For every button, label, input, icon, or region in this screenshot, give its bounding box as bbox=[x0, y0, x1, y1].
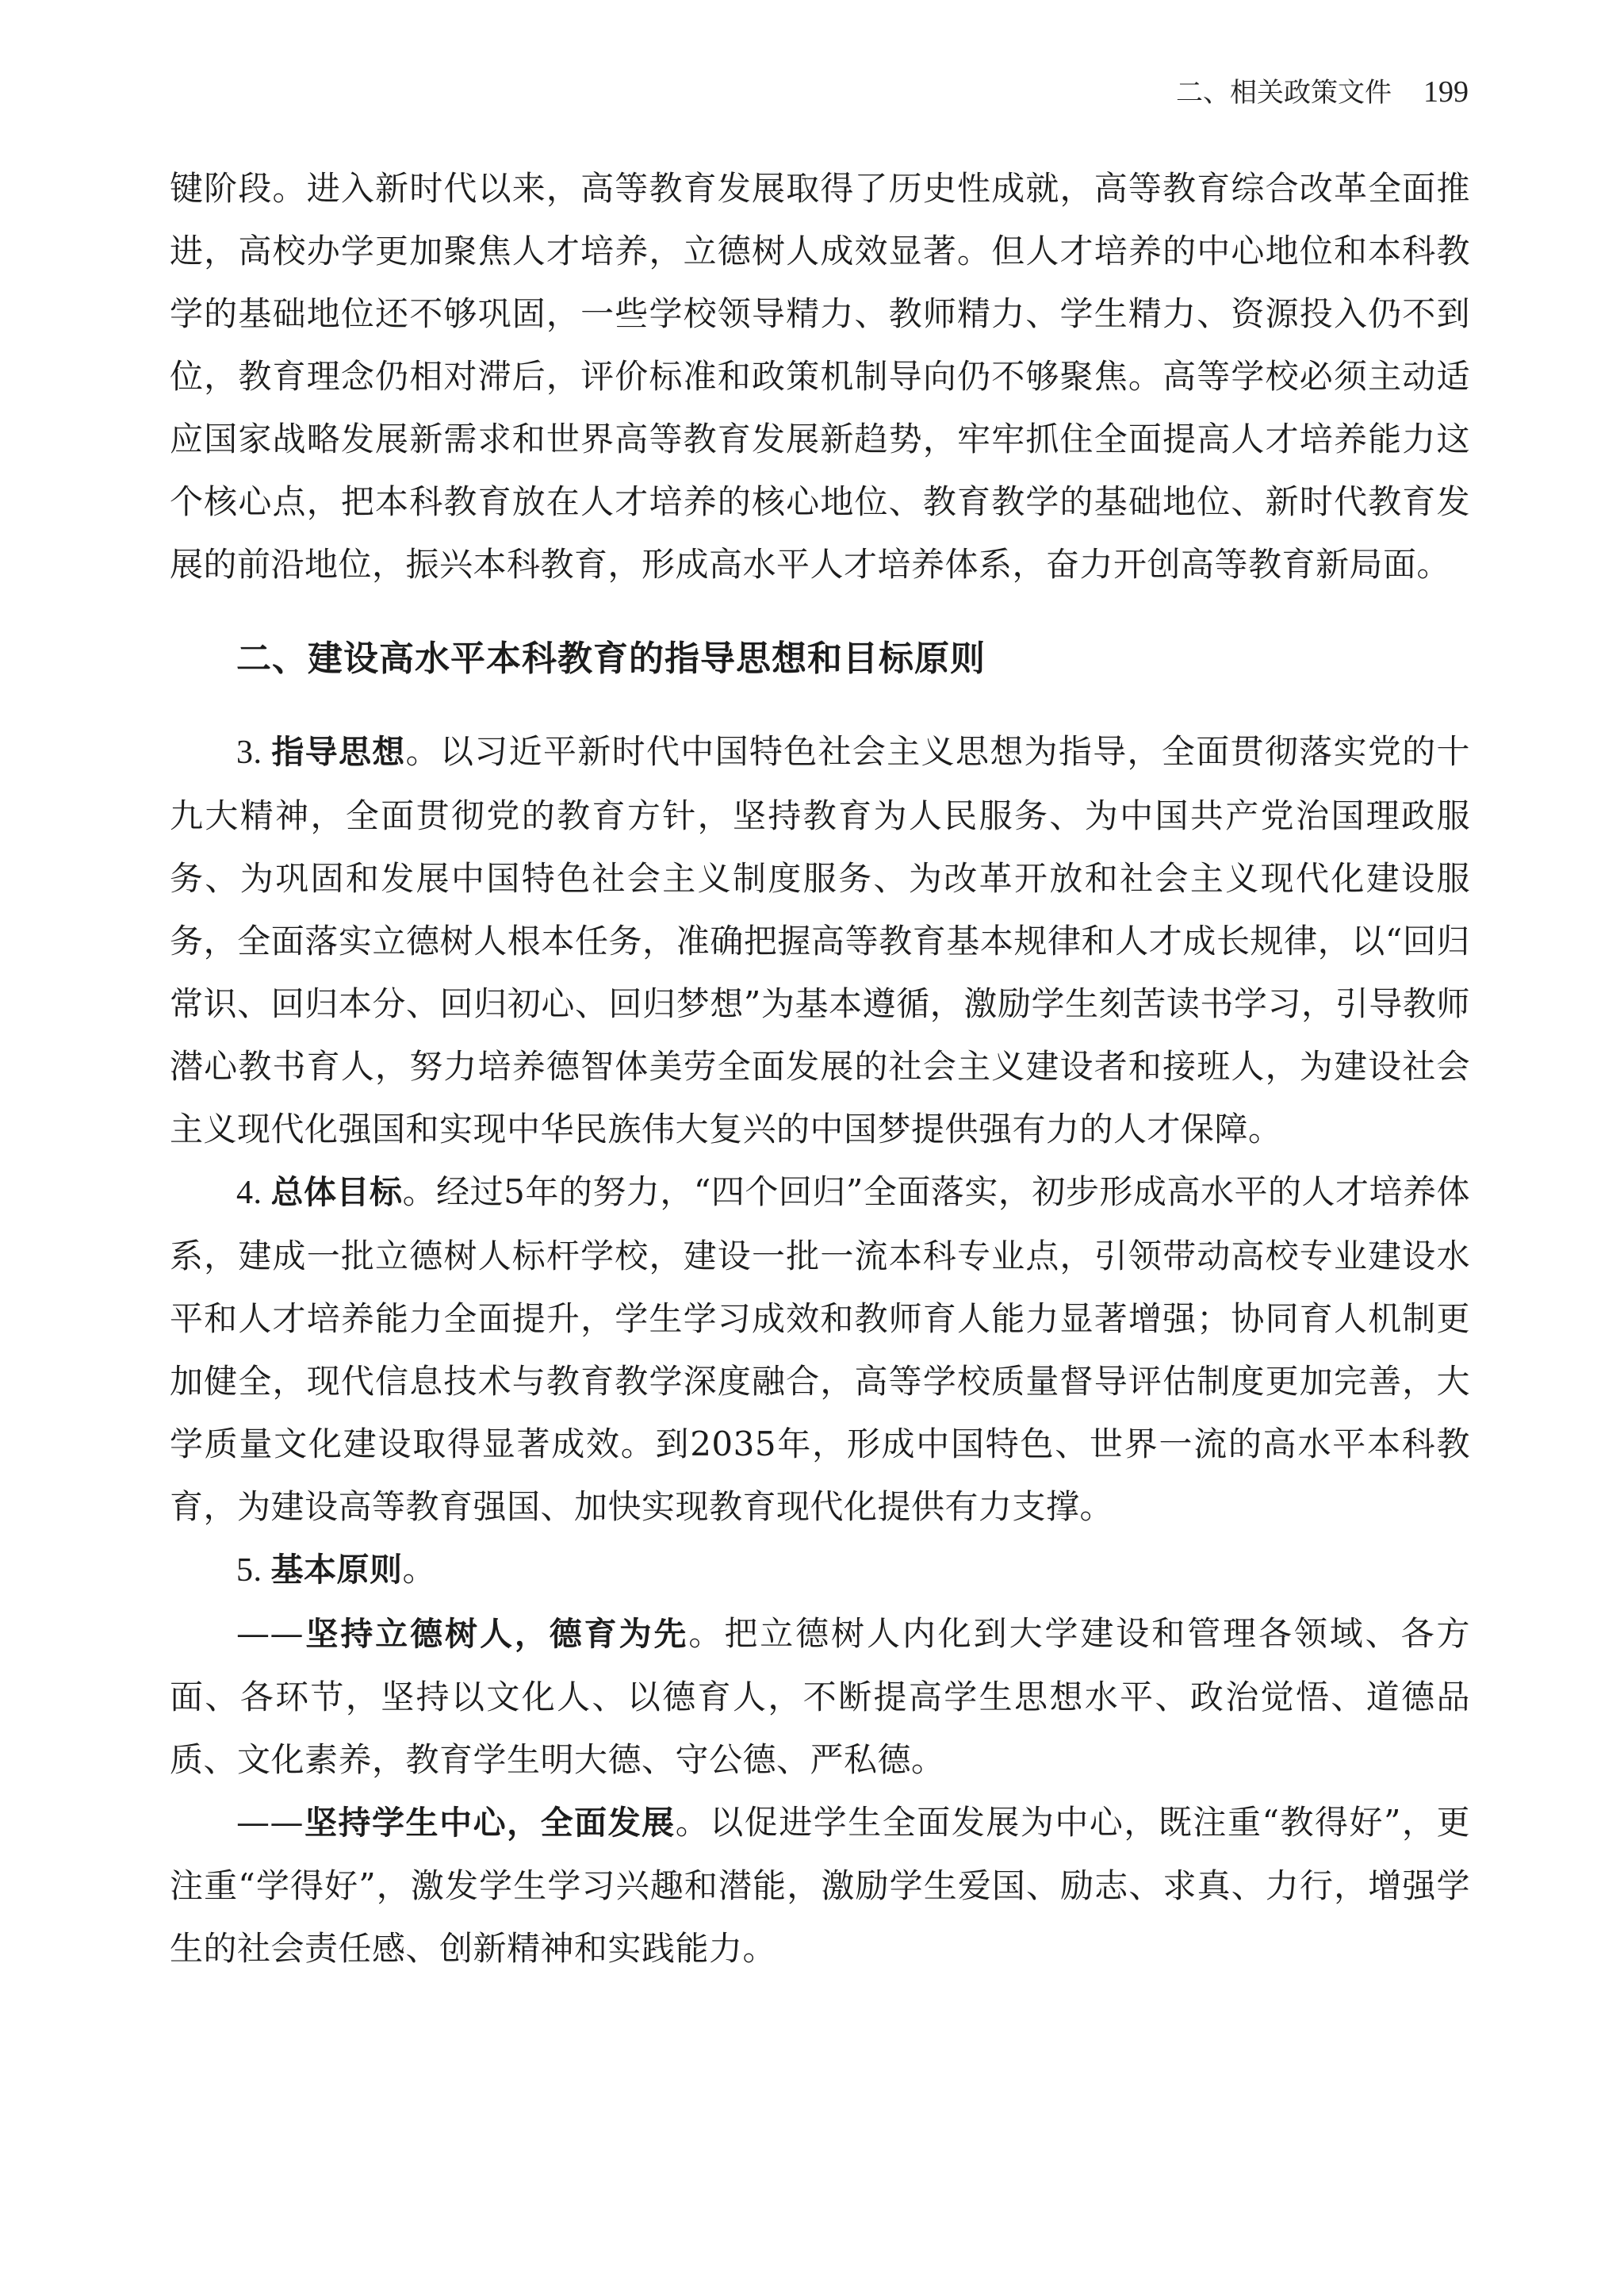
section-heading: 二、建设高水平本科教育的指导思想和目标原则 bbox=[236, 638, 986, 679]
principle-1-text: 。把立德树人内化到大学建设和管理各领域、各方面、各环节，坚持以文化人、以德育人，不断提高学生思想水平、政治觉悟、道德品质、文化素养，教育学生明大德、守公德、严私德。 bbox=[170, 1614, 1470, 1779]
principle-2-paragraph bbox=[170, 1791, 1470, 1980]
item-5-lead: 基本原则 bbox=[270, 1551, 403, 1589]
item-3-lead: 指导思想 bbox=[271, 733, 406, 771]
item-4-lead: 总体目标 bbox=[270, 1173, 403, 1211]
item-3-text: 。以习近平新时代中国特色社会主义思想为指导，全面贯彻落实党的十九大精神，全面贯彻党的教育方针，坚持教育为人民服务、为中国共产党治国理政服务、为巩固和发展中国特色社会主义制度服务、为改革开放和社会主义现代化建设服务，全面落实立德树人根本任务，准确把握高等教育基本规律和人才成长规律，以“回归常识、回归本分、回归初心、回归梦想”为基本遵循，激励学生刻苦读书学习，引导教师潜心教书育人，努力培养德智体美劳全面发展的社会主义建设者和接班人，为建设社会主义现代化强国和实现中华民族伟大复兴的中国梦提供强有力的人才保障。 bbox=[170, 732, 1470, 1148]
principle-1-lead: 坚持立德树人，德育为先 bbox=[304, 1615, 689, 1653]
item-3-paragraph bbox=[170, 720, 1470, 1160]
item-4-number: 4. bbox=[236, 1175, 271, 1211]
running-head-section-name: 二、相关政策文件 bbox=[1176, 77, 1392, 109]
principle-2-dash: —— bbox=[236, 1803, 304, 1842]
continued-paragraph: 键阶段。进入新时代以来，高等教育发展取得了历史性成就，高等教育综合改革全面推进，高校办学更加聚焦人才培养，立德树人成效显著。但人才培养的中心地位和本科教学的基础地位还不够巩固，一些学校领导精力、教师精力、学生精力、资源投入仍不到位，教育理念仍相对滞后，评价标准和政策机制导向仍不够聚焦。高等学校必须主动适应国家战略发展新需求和世界高等教育发展新趋势，牢牢抓住全面提高人才培养能力这个核心点，把本科教育放在人才培养的核心地位、教育教学的基础地位、新时代教育发展的前沿地位，振兴本科教育，形成高水平人才培养体系，奋力开创高等教育新局面。 bbox=[170, 169, 1470, 584]
item-5-paragraph bbox=[170, 1538, 1470, 1602]
principle-2-lead: 坚持学生中心，全面发展 bbox=[304, 1804, 676, 1842]
page-content bbox=[170, 157, 1470, 1980]
running-head bbox=[1176, 73, 1469, 112]
item-5-number: 5. bbox=[236, 1552, 271, 1589]
item-4-text: 。经过5年的努力，“四个回归”全面落实，初步形成高水平的人才培养体系，建成一批立德树人标杆学校，建设一批一流本科专业点，引领带动高校专业建设水平和人才培养能力全面提升，学生学习成效和教师育人能力显著增强；协同育人机制更加健全，现代信息技术与教育教学深度融合，高等学校质量督导评估制度更加完善，大学质量文化建设取得显著成效。到2035年，形成中国特色、世界一流的高水平本科教育，为建设高等教育强国、加快实现教育现代化提供有力支撑。 bbox=[170, 1172, 1471, 1526]
principle-1-dash: —— bbox=[236, 1614, 304, 1653]
principle-1-paragraph bbox=[170, 1602, 1470, 1791]
page-number: 199 bbox=[1423, 75, 1469, 109]
item-3-number: 3. bbox=[236, 734, 272, 771]
principle-2-text: 。以促进学生全面发展为中心，既注重“教得好”，更注重“学得好”，激发学生学习兴趣和潜能，激励学生爱国、励志、求真、力行，增强学生的社会责任感、创新精神和实践能力。 bbox=[170, 1803, 1470, 1968]
item-5-text: 。 bbox=[402, 1550, 437, 1589]
item-4-paragraph bbox=[170, 1160, 1470, 1538]
